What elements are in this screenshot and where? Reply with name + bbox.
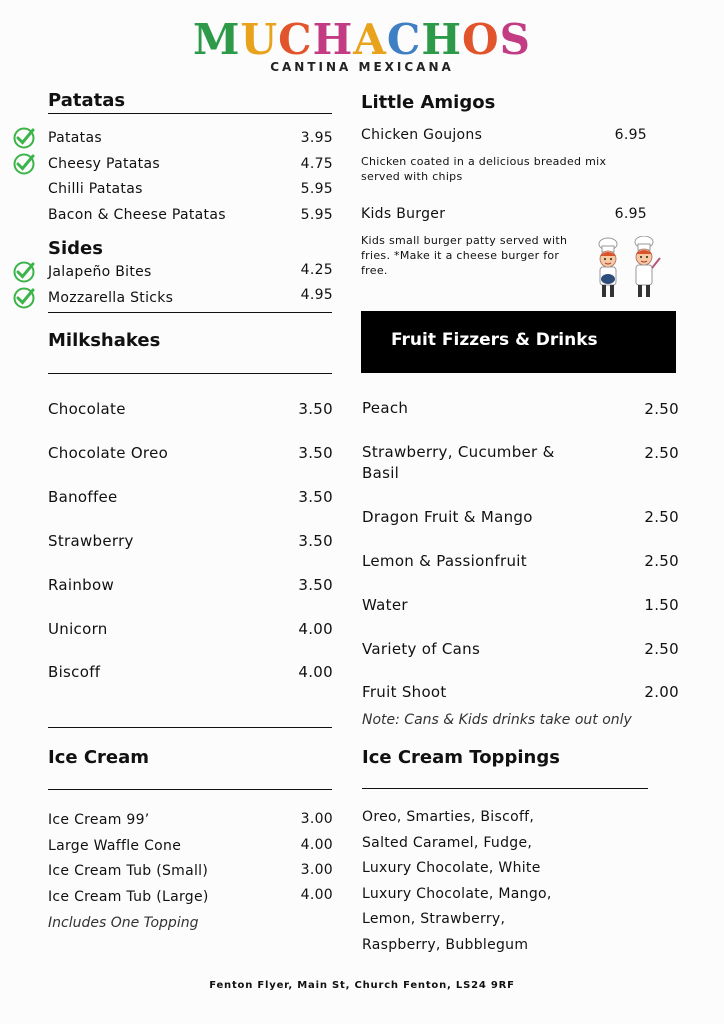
- milkshakes-divider: [48, 373, 332, 374]
- menu-item-name: Bacon & Cheese Patatas: [48, 207, 226, 223]
- menu-item-price: 3.50: [298, 532, 333, 550]
- menu-item-price: 2.00: [644, 683, 679, 701]
- menu-item-name: Jalapeño Bites: [48, 264, 152, 280]
- toppings-divider: [362, 788, 648, 789]
- menu-item-price: 4.95: [300, 287, 333, 303]
- brand-title: [0, 15, 724, 64]
- menu-item-price: 3.50: [298, 576, 333, 594]
- vegetarian-check-icon: [13, 153, 35, 175]
- menu-item-name: Peach: [362, 399, 409, 417]
- menu-item-name: Ice Cream 99’: [48, 812, 150, 828]
- menu-item-price: 2.50: [644, 552, 679, 570]
- topping-line: Salted Caramel, Fudge,: [362, 835, 533, 851]
- vegetarian-check-icon: [13, 127, 35, 149]
- topping-line: Luxury Chocolate, White: [362, 860, 541, 876]
- menu-item-name: Ice Cream Tub (Small): [48, 863, 209, 879]
- menu-item-name: Chicken Goujons: [361, 127, 483, 143]
- menu-item-name: Large Waffle Cone: [48, 838, 182, 854]
- brand-title-letter: C: [386, 15, 422, 64]
- brand-title-letter: H: [312, 15, 354, 64]
- menu-item-description: Kids small burger patty served with fries. *Make it a cheese burger for free.: [361, 234, 568, 277]
- brand-logo: [0, 15, 724, 74]
- menu-item-name: Fruit Shoot: [362, 683, 447, 701]
- menu-item-price: 2.50: [644, 444, 679, 462]
- menu-item-price: 6.95: [614, 206, 647, 222]
- topping-line: Raspberry, Bubblegum: [362, 937, 529, 953]
- menu-item-price: 3.50: [298, 444, 333, 462]
- toppings-heading: Ice Cream Toppings: [362, 747, 560, 768]
- menu-item-price: 2.50: [644, 400, 679, 418]
- menu-item-name: Kids Burger: [361, 206, 446, 222]
- menu-item-name: Variety of Cans: [362, 640, 481, 658]
- menu-item-name: Water: [362, 596, 408, 614]
- ice-cream-heading: Ice Cream: [48, 747, 150, 768]
- ice-cream-divider: [48, 789, 332, 790]
- brand-subtitle: CANTINA MEXICANA: [270, 60, 454, 74]
- menu-item-price: 4.75: [300, 156, 333, 172]
- menu-item-name: Mozzarella Sticks: [48, 290, 174, 306]
- menu-item-name: Lemon & Passionfruit: [362, 552, 527, 570]
- menu-item-price: 3.00: [300, 862, 333, 878]
- menu-item-name: Patatas: [48, 130, 102, 146]
- brand-title-letter: C: [278, 15, 313, 64]
- brand-title-letter: H: [421, 15, 463, 64]
- little-amigos-heading: Little Amigos: [361, 92, 496, 113]
- menu-item-price: 4.25: [300, 262, 333, 278]
- menu-item-name: Rainbow: [48, 576, 115, 594]
- brand-title-letter: M: [193, 15, 241, 64]
- menu-item-name: Cheesy Patatas: [48, 156, 160, 172]
- patatas-heading: Patatas: [48, 90, 126, 111]
- menu-item-name: Unicorn: [48, 620, 108, 638]
- patatas-divider: [48, 113, 332, 114]
- menu-item-price: 4.00: [300, 887, 333, 903]
- milkshakes-heading: Milkshakes: [48, 330, 161, 351]
- sides-heading: Sides: [48, 238, 103, 259]
- topping-line: Luxury Chocolate, Mango,: [362, 886, 552, 902]
- vegetarian-check-icon: [13, 287, 35, 309]
- milkshakes-bottom-divider: [48, 727, 332, 728]
- menu-item-price: 5.95: [300, 207, 333, 223]
- topping-line: Lemon, Strawberry,: [362, 911, 506, 927]
- vegetarian-check-icon: [13, 261, 35, 283]
- sides-divider: [48, 312, 332, 313]
- menu-item-price: 3.50: [298, 488, 333, 506]
- drinks-note: Note: Cans & Kids drinks take out only: [362, 712, 632, 728]
- menu-item-name: Chilli Patatas: [48, 181, 143, 197]
- menu-item-name: Biscoff: [48, 663, 101, 681]
- menu-item-price: 6.95: [614, 127, 647, 143]
- menu-item-price: 4.00: [298, 663, 333, 681]
- brand-title-letter: S: [499, 15, 531, 64]
- menu-item-price: 2.50: [644, 640, 679, 658]
- menu-item-price: 4.00: [300, 837, 333, 853]
- topping-line: Oreo, Smarties, Biscoff,: [362, 809, 535, 825]
- brand-title-letter: A: [353, 15, 387, 64]
- brand-title-letter: U: [240, 15, 279, 64]
- menu-item-name: Dragon Fruit & Mango: [362, 508, 533, 526]
- brand-title-letter: O: [462, 15, 500, 64]
- menu-item-name: Strawberry, Cucumber &: [362, 443, 555, 461]
- menu-item-price: 1.50: [644, 596, 679, 614]
- drinks-banner: [361, 311, 676, 373]
- menu-item-description: Chicken coated in a delicious breaded mix served with chips: [361, 155, 607, 183]
- ice-cream-note: Includes One Topping: [48, 915, 199, 931]
- menu-item-price: 3.50: [298, 400, 333, 418]
- kids-chefs-illustration: [592, 236, 664, 306]
- menu-item-price: 5.95: [300, 181, 333, 197]
- menu-item-name: Chocolate: [48, 400, 126, 418]
- footer-address: Fenton Flyer, Main St, Church Fenton, LS24 9RF: [209, 980, 515, 991]
- drinks-heading: Fruit Fizzers & Drinks: [391, 330, 598, 350]
- menu-item-name: Ice Cream Tub (Large): [48, 889, 209, 905]
- menu-item-name: Chocolate Oreo: [48, 444, 169, 462]
- menu-item-price: 3.00: [300, 811, 333, 827]
- menu-item-name-continued: Basil: [362, 464, 400, 482]
- menu-item-price: 2.50: [644, 508, 679, 526]
- menu-item-name: Strawberry: [48, 532, 134, 550]
- menu-item-price: 4.00: [298, 620, 333, 638]
- menu-item-name: Banoffee: [48, 488, 118, 506]
- menu-item-price: 3.95: [300, 130, 333, 146]
